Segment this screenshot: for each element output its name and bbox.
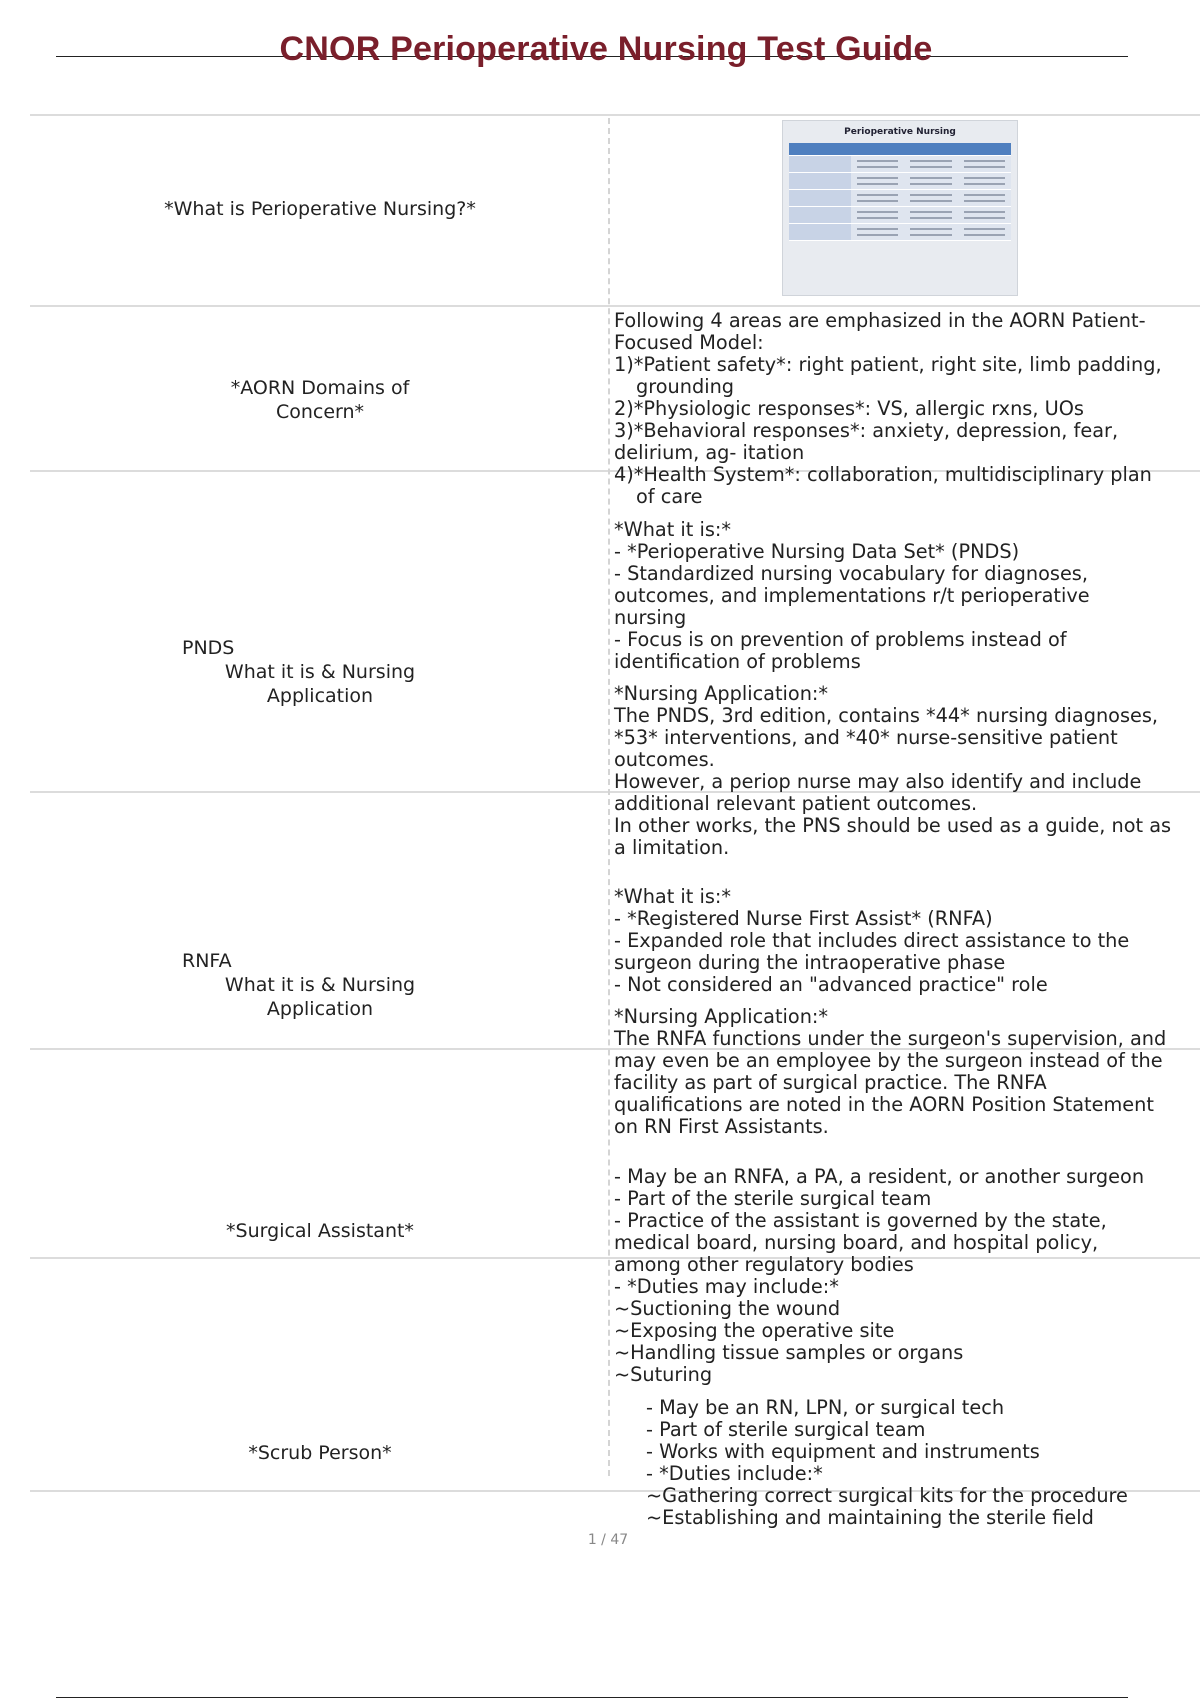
answer-rnfa [614, 886, 1198, 1138]
answer-line: - Focus is on prevention of problems instead of [614, 628, 1067, 651]
answer-line: ~Establishing and maintaining the sterile field [646, 1506, 1094, 1529]
row-divider [30, 305, 1200, 307]
answer-line: In other works, the PNS should be used as a guide, not as [614, 814, 1172, 837]
answer-line: grounding [636, 375, 735, 398]
question-rnfa [60, 949, 580, 1021]
answer-line: The RNFA functions under the surgeon's supervision, and [614, 1027, 1167, 1050]
question-surgical-assistant: *Surgical Assistant* [226, 1220, 414, 1242]
question-line: Application [266, 998, 374, 1020]
answer-line: - *Duties include:* [646, 1462, 823, 1485]
answer-line: on RN First Assistants. [614, 1115, 829, 1138]
question-line: What it is & Nursing [224, 974, 416, 996]
answer-line: ~Suctioning the wound [614, 1297, 841, 1320]
answer-line: - Part of the sterile surgical team [614, 1187, 932, 1210]
page-title: CNOR Perioperative Nursing Test Guide [279, 30, 933, 68]
answer-line: ~Handling tissue samples or organs [614, 1341, 964, 1364]
question-perioperative-nursing: *What is Perioperative Nursing?* [164, 198, 476, 220]
answer-line: *What it is:* [614, 518, 732, 541]
answer-line: additional relevant patient outcomes. [614, 792, 978, 815]
answer-line: surgeon during the intraoperative phase [614, 951, 1006, 974]
answer-line: ~Exposing the operative site [614, 1319, 895, 1342]
page-indicator: 1 / 47 [587, 1532, 629, 1548]
thumbnail-title: Perioperative Nursing [844, 127, 956, 137]
answer-line: facility as part of surgical practice. The RNFA [614, 1071, 1047, 1094]
question-pnds [60, 636, 580, 708]
answer-line: *Nursing Application:* [614, 682, 829, 705]
answer-line: *What it is:* [614, 885, 732, 908]
answer-line: nursing [614, 606, 687, 629]
answer-line: - May be an RNFA, a PA, a resident, or another surgeon [614, 1165, 1145, 1188]
answer-line: - May be an RN, LPN, or surgical tech [646, 1396, 1005, 1419]
answer-line: - Not considered an "advanced practice" role [614, 973, 1048, 996]
perioperative-nursing-table-image [782, 120, 1018, 296]
answer-line: among other regulatory bodies [614, 1253, 914, 1276]
answer-line: - Practice of the assistant is governed by the state, [614, 1209, 1107, 1232]
answer-line: - Works with equipment and instruments [646, 1440, 1040, 1463]
answer-line: - Standardized nursing vocabulary for diagnoses, [614, 562, 1088, 585]
answer-line: 4)*Health System*: collaboration, multidisciplinary plan [614, 463, 1152, 486]
answer-line: 3)*Behavioral responses*: anxiety, depression, fear, [614, 419, 1119, 442]
answer-line: qualifications are noted in the AORN Position Statement [614, 1093, 1154, 1116]
answer-line: a limitation. [614, 836, 730, 859]
answer-pnds [614, 519, 1198, 859]
answer-line: Focused Model: [614, 331, 764, 354]
question-line: *AORN Domains of [230, 377, 410, 399]
answer-line: outcomes, and implementations r/t perioperative [614, 584, 1090, 607]
column-divider [608, 118, 610, 1476]
answer-aorn-domains [614, 310, 1198, 508]
answer-line: outcomes. [614, 748, 715, 771]
answer-line: medical board, nursing board, and hospital policy, [614, 1231, 1099, 1254]
answer-line: Following 4 areas are emphasized in the AORN Patient- [614, 309, 1146, 332]
question-aorn-domains [60, 376, 580, 424]
answer-line: delirium, ag- itation [614, 441, 805, 464]
answer-line: However, a periop nurse may also identify and include [614, 770, 1142, 793]
answer-line: 1)*Patient safety*: right patient, right site, limb padding, [614, 353, 1162, 376]
answer-line: may even be an employee by the surgeon instead of the [614, 1049, 1163, 1072]
question-line: RNFA [182, 950, 232, 972]
answer-line: ~Gathering correct surgical kits for the procedure [646, 1484, 1128, 1507]
question-line: What it is & Nursing [224, 661, 416, 683]
question-line: Concern* [275, 401, 365, 423]
thumbnail-table [789, 143, 1011, 241]
answer-line: ~Suturing [614, 1363, 713, 1386]
answer-surgical-assistant [614, 1166, 1198, 1386]
row-divider [30, 114, 1200, 116]
answer-line: - *Duties may include:* [614, 1275, 839, 1298]
answer-line: - Part of sterile surgical team [646, 1418, 926, 1441]
question-scrub-person: *Scrub Person* [248, 1442, 392, 1464]
question-line: PNDS [182, 637, 235, 659]
answer-line: identification of problems [614, 650, 861, 673]
answer-line: 2)*Physiologic responses*: VS, allergic rxns, UOs [614, 397, 1084, 420]
answer-line: The PNDS, 3rd edition, contains *44* nursing diagnoses, [614, 704, 1159, 727]
answer-line: - Expanded role that includes direct assistance to the [614, 929, 1130, 952]
answer-line: - *Perioperative Nursing Data Set* (PNDS) [614, 540, 1020, 563]
answer-scrub-person [614, 1397, 1198, 1529]
answer-line: *Nursing Application:* [614, 1005, 829, 1028]
question-line: Application [266, 685, 374, 707]
footer-rule [56, 1697, 1128, 1698]
answer-line: - *Registered Nurse First Assist* (RNFA) [614, 907, 993, 930]
answer-line: *53* interventions, and *40* nurse-sensitive patient [614, 726, 1118, 749]
answer-line: of care [636, 485, 703, 508]
